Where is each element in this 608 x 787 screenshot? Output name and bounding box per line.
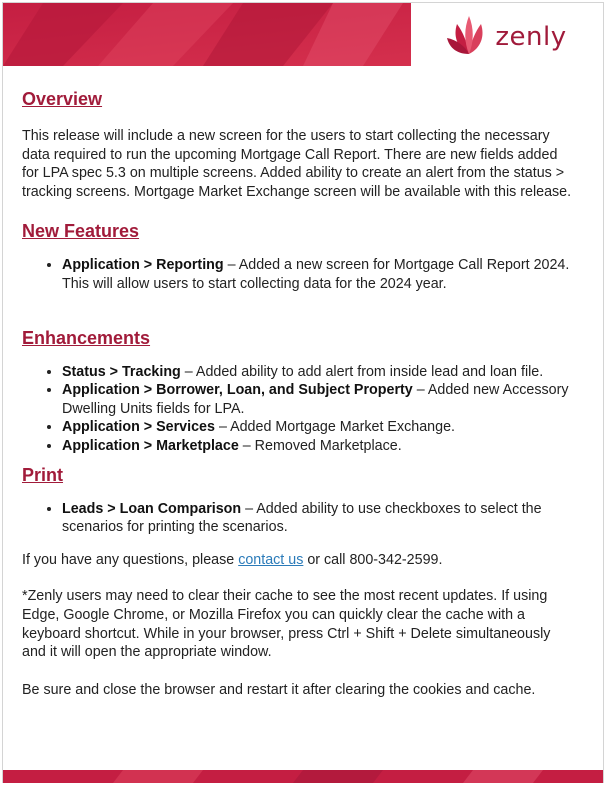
- list-item: • Application > Services – Added Mortgage Market Exchange.: [62, 418, 578, 437]
- closing-note: Be sure and close the browser and restart it after clearing the cookies and cache.: [22, 681, 536, 698]
- overview-heading: Overview: [22, 89, 103, 109]
- list-item: • Status > Tracking – Added ability to add alert from inside lead and loan file.: [62, 363, 578, 382]
- print-list: [22, 500, 578, 537]
- new-features-list: [22, 256, 578, 293]
- list-item: • Application > Reporting – Added a new screen for Mortgage Call Report 2024. This will allow users to start collecting data for the 2024 year.: [62, 256, 578, 293]
- list-item: • Application > Marketplace – Removed Marketplace.: [62, 437, 578, 456]
- footer-banner: [3, 770, 603, 783]
- header-banner: [3, 3, 603, 66]
- contact-line: If you have any questions, please contact us or call 800-342-2599.: [22, 551, 443, 568]
- enhancements-list: [22, 363, 578, 456]
- new-features-heading: New Features: [22, 221, 140, 242]
- logo: [411, 3, 603, 66]
- release-notes: [22, 88, 578, 699]
- print-heading: Print: [22, 464, 64, 485]
- list-item: • Application > Borrower, Loan, and Subject Property – Added new Accessory Dwelling Units fields for LPA.: [62, 381, 578, 418]
- cache-note: *Zenly users may need to clear their cache to see the most recent updates. If using Edge, Google Chrome, or Mozilla Firefox you can quickly clear the cache with a keyboard shortcut. While in your browser, press Ctrl + Shift + Delete simultaneously and it will open the appropriate window.: [22, 588, 551, 661]
- overview-text: This release will include a new screen for the users to start collecting the necessary data required to run the upcoming Mortgage Call Report. There are new fields added for LPA spec 5.3 on multiple screens. Added ability to create an alert from the status > tracking screens. Mortgage Market Exchange screen will be available with this release.: [22, 128, 572, 200]
- list-item: • Leads > Loan Comparison – Added ability to use checkboxes to select the scenarios for printing the scenarios.: [62, 500, 578, 537]
- enhancements-heading: Enhancements: [22, 327, 151, 348]
- lotus-logo-icon: [447, 14, 491, 56]
- contact-us-link[interactable]: contact us: [238, 551, 304, 568]
- logo-wordmark: zenly: [495, 21, 567, 52]
